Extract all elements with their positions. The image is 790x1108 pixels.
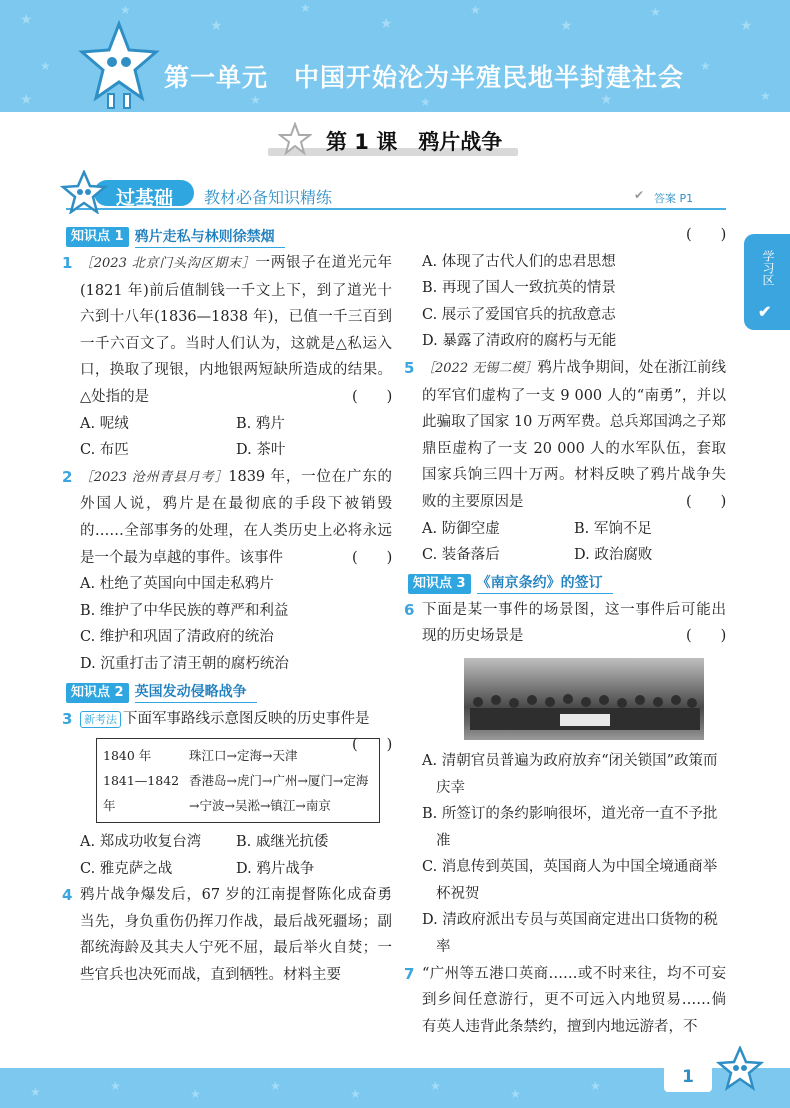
option-d[interactable]: D. 茶叶 <box>236 442 286 459</box>
question-6 <box>404 597 727 961</box>
option-c[interactable]: C. 雅克萨之战 <box>80 860 173 877</box>
star-mascot-icon <box>78 20 160 112</box>
svg-text:★: ★ <box>560 18 573 34</box>
option-b[interactable]: B. 再现了国人一致抗英的情景 <box>422 280 616 297</box>
treaty-signing-photo <box>464 658 704 740</box>
unit-title: 第一单元 中国开始沦为半殖民地半封建社会 <box>164 63 685 92</box>
svg-text:★: ★ <box>700 59 711 73</box>
answer-blank[interactable]: ( ) <box>686 227 727 243</box>
option-d[interactable]: D. 沉重打击了清王朝的腐朽统治 <box>80 655 289 672</box>
options <box>80 829 392 882</box>
answer-blank[interactable]: ( ) <box>686 628 727 645</box>
question-text <box>80 464 392 571</box>
options <box>80 411 392 464</box>
option-c[interactable]: C. 维护和巩固了清政府的统治 <box>80 629 274 646</box>
option-c[interactable]: C. 展示了爱国官兵的抗敌意志 <box>422 306 616 323</box>
svg-text:★: ★ <box>190 1087 201 1101</box>
page-number: 1 <box>664 1062 712 1092</box>
question-text: 鸦片战争爆发后，67 岁的江南提督陈化成奋勇当先，身负重伤仍挥刀作战，最后战死疆场；副都统海龄及其夫人宁死不屈，最后举火自焚；一些官兵也决死而战，直到牺牲。材料主要 <box>80 887 392 984</box>
answer-reference[interactable]: 答案 P1 <box>654 192 694 205</box>
svg-text:★: ★ <box>430 1079 441 1093</box>
option-b[interactable]: B. 鸦片 <box>236 415 285 432</box>
question-body: 下面是某一事件的场景图，这一事件后可能出现的历史场景是 <box>422 601 726 645</box>
section-tab-label: 过基础 <box>116 187 174 209</box>
svg-text:★: ★ <box>250 93 261 107</box>
option-d[interactable]: D. 清政府派出专员与英国商定进出口货物的税率 <box>422 912 718 956</box>
question-3 <box>62 706 393 883</box>
option-c[interactable]: C. 消息传到英国，英国商人为中国全境通商举杯祝贺 <box>422 859 718 902</box>
svg-text:★: ★ <box>420 95 431 109</box>
option-a[interactable]: A. 体现了古代人们的忠君思想 <box>422 253 616 270</box>
svg-text:★: ★ <box>20 92 33 108</box>
svg-text:★: ★ <box>110 1079 121 1093</box>
option-c[interactable]: C. 装备落后 <box>422 547 500 564</box>
knowledge-point-2 <box>66 680 392 704</box>
check-icon: ✔ <box>634 188 645 202</box>
answer-blank[interactable]: ( ) <box>352 549 393 566</box>
option-d[interactable]: D. 政治腐败 <box>574 547 653 564</box>
route-year: 1841—1842 年 <box>103 773 180 814</box>
svg-text:★: ★ <box>600 92 613 108</box>
knowledge-point-badge: 知识点 3 <box>408 574 471 594</box>
question-number: 4 <box>62 886 73 905</box>
option-a[interactable]: A. 清朝官员普遍为政府放弃“闭关锁国”政策而庆幸 <box>422 752 718 796</box>
svg-text:★: ★ <box>740 18 753 34</box>
question-2 <box>62 464 393 678</box>
new-format-tag: 新考法 <box>80 711 121 728</box>
route-path: 珠江口→定海→天津 <box>189 748 298 764</box>
option-a[interactable]: A. 杜绝了英国向中国走私鸦片 <box>80 576 274 593</box>
section-header <box>60 174 732 214</box>
option-a[interactable]: A. 防御空虚 <box>422 520 500 537</box>
section-subtitle: 教材必备知识精练 <box>204 188 333 207</box>
option-d[interactable]: D. 暴露了清政府的腐朽与无能 <box>422 333 617 350</box>
svg-text:★: ★ <box>470 3 481 17</box>
question-text <box>80 250 392 411</box>
svg-text:★: ★ <box>270 1079 281 1093</box>
right-column <box>404 222 727 1040</box>
question-text <box>80 706 393 754</box>
lesson-title: 第 1 课 鸦片战争 <box>326 130 503 154</box>
question-number: 2 <box>62 467 73 486</box>
svg-text:★: ★ <box>20 12 33 28</box>
svg-text:★: ★ <box>760 89 771 103</box>
svg-text:★: ★ <box>590 1079 601 1093</box>
route-diagram <box>96 738 380 823</box>
option-b[interactable]: B. 戚继光抗倭 <box>236 834 329 851</box>
question-number: 5 <box>404 358 415 377</box>
option-d[interactable]: D. 鸦片战争 <box>236 860 315 877</box>
knowledge-point-badge: 知识点 1 <box>66 227 129 247</box>
header-banner <box>0 0 790 112</box>
question-number: 7 <box>404 964 415 983</box>
left-column <box>62 222 393 989</box>
knowledge-point-title: 英国发动侵略战争 <box>135 682 257 703</box>
crowd-figures <box>464 690 704 730</box>
option-c[interactable]: C. 布匹 <box>80 442 129 459</box>
question-number: 3 <box>62 709 73 728</box>
knowledge-point-badge: 知识点 2 <box>66 683 129 703</box>
svg-text:★: ★ <box>510 1087 521 1101</box>
knowledge-point-3 <box>408 571 726 595</box>
question-source: ［2022 无锡二模］ <box>422 360 538 376</box>
question-text <box>422 355 726 516</box>
star-icon <box>278 122 312 156</box>
question-text: “广州等五港口英商……或不时来往，均不可妄到乡间任意游行，更不可远入内地贸易……倘有英人违背此条禁约，擅到内地远游者，不 <box>422 965 726 1035</box>
svg-text:★: ★ <box>300 1 311 15</box>
question-body: 下面军事路线示意图反映的历史事件是 <box>123 710 370 727</box>
question-4 <box>62 882 392 988</box>
answer-blank[interactable]: ( ) <box>352 737 393 754</box>
star-mascot-small-icon <box>60 170 108 214</box>
svg-text:★: ★ <box>380 16 393 32</box>
knowledge-point-title: 鸦片走私与林则徐禁烟 <box>135 227 285 248</box>
question-source: ［2023 沧州青县月考］ <box>80 469 229 485</box>
side-tab-label: 学习区 <box>761 250 775 286</box>
option-b[interactable]: B. 军饷不足 <box>574 520 652 537</box>
option-b[interactable]: B. 所签订的条约影响很坏，道光帝一直不予批准 <box>422 806 718 849</box>
question-number: 6 <box>404 600 415 619</box>
svg-text:★: ★ <box>40 59 51 73</box>
knowledge-point-title: 《南京条约》的签订 <box>477 573 613 594</box>
svg-text:★: ★ <box>120 3 131 17</box>
question-5 <box>404 355 727 569</box>
checkmark-icon: ✔ <box>758 302 772 321</box>
option-a[interactable]: A. 呢绒 <box>80 415 129 432</box>
option-a[interactable]: A. 郑成功收复台湾 <box>80 834 202 851</box>
options <box>422 516 726 569</box>
svg-text:★: ★ <box>350 1087 361 1101</box>
question-body: 1839 年，一位在广东的外国人说，鸦片是在最彻底的手段下被销毁的……全部事务的处理，在人类历史上必将永远是一个最为卓越的事件。该事件 <box>80 468 393 566</box>
question-4-continued <box>408 222 726 355</box>
route-row <box>103 743 352 768</box>
svg-text:★: ★ <box>210 18 223 34</box>
knowledge-point-1 <box>66 224 392 248</box>
question-7 <box>404 961 726 1041</box>
question-1 <box>62 250 393 464</box>
question-body: 鸦片战争期间，处在浙江前线的军官们虚构了一支 9 000 人的“南勇”，并以此骗取了国家 10 万两军费。总兵郑国鸿之子郑鼎臣虚构了一支 20 000 人的水军队伍，套取国家兵饷三四十万两。材料反映了鸦片战争失败的主要原因是 <box>422 359 727 510</box>
route-year: 1840 年 <box>103 748 152 764</box>
side-tab-study-area[interactable] <box>744 234 790 330</box>
question-text <box>422 597 726 650</box>
question-source: ［2023 北京门头沟区期末］ <box>80 256 256 271</box>
answer-blank[interactable]: ( ) <box>352 388 393 405</box>
answer-blank-row <box>422 222 726 249</box>
question-number: 1 <box>62 254 73 272</box>
svg-text:★: ★ <box>650 5 661 19</box>
star-mascot-footer-icon <box>716 1046 764 1092</box>
question-body: 一两银子在道光元年(1821 年)前后值制钱一千文上下，到了道光十六到十八年(1836—1838 年)，已值一千三百到一千六百文了。当时人们认为，这就是△私运入口，换取了现银，内地银两短缺所造成的结果。△处指的是 <box>80 255 393 405</box>
lesson-heading <box>268 122 528 160</box>
route-path: 香港岛→虎门→广州→厦门→定海→宁波→吴淞→镇江→南京 <box>189 773 369 814</box>
svg-text:★: ★ <box>30 1085 41 1099</box>
answer-blank[interactable]: ( ) <box>686 493 727 510</box>
route-row <box>103 768 373 818</box>
option-b[interactable]: B. 维护了中华民族的尊严和利益 <box>80 602 289 619</box>
